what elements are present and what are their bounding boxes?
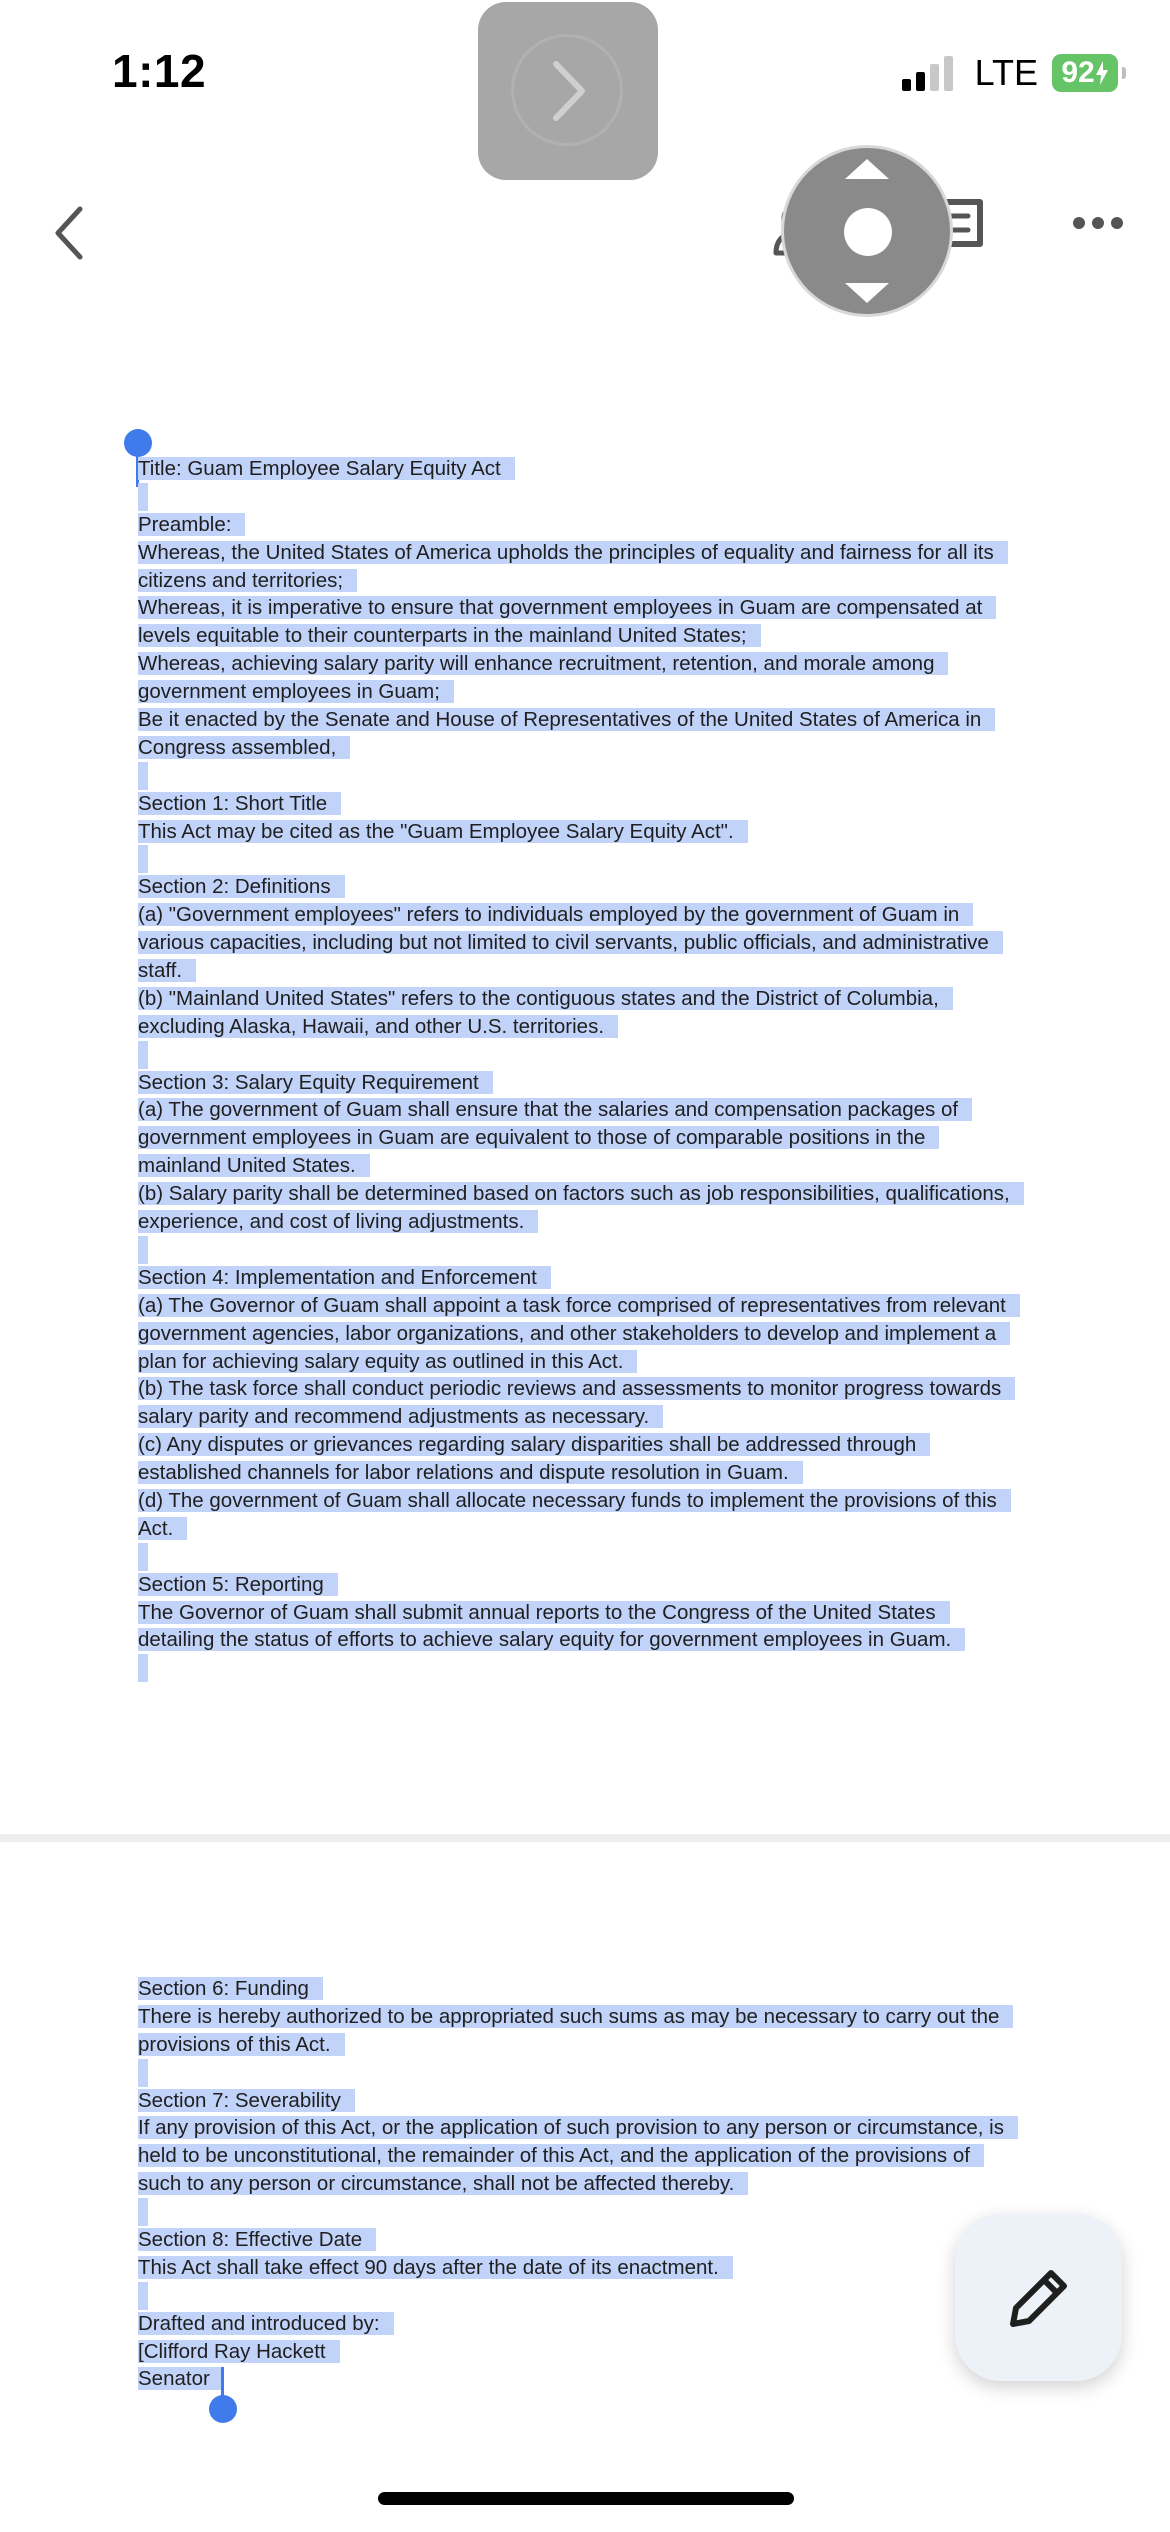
selected-text: provisions of this Act. [138, 2033, 345, 2056]
selected-text: plan for achieving salary equity as outlined in this Act. [138, 1350, 637, 1373]
document-line[interactable] [138, 2338, 1038, 2366]
document-line[interactable] [138, 455, 1038, 483]
more-options-button[interactable] [1072, 215, 1124, 236]
selected-text: Whereas, the United States of America upholds the principles of equality and fairness for all its [138, 541, 1008, 564]
selected-text: Senator [138, 2367, 224, 2390]
document-line[interactable] [138, 622, 1038, 650]
selected-text: (b) The task force shall conduct periodic reviews and assessments to monitor progress towards [138, 1377, 1015, 1400]
document-line[interactable] [138, 1236, 1038, 1264]
document-line[interactable] [138, 957, 1038, 985]
document-line[interactable] [138, 539, 1038, 567]
document-line[interactable] [138, 1543, 1038, 1571]
selected-text: excluding Alaska, Hawaii, and other U.S. territories. [138, 1015, 618, 1038]
selected-text: Preamble: [138, 513, 245, 536]
document-line[interactable] [138, 2226, 1038, 2254]
document-line[interactable] [138, 790, 1038, 818]
document-line[interactable] [138, 1152, 1038, 1180]
home-indicator [378, 2492, 794, 2505]
document-line[interactable] [138, 1975, 1038, 2003]
selected-text [138, 2282, 148, 2310]
document-line[interactable] [138, 1292, 1038, 1320]
status-indicators [902, 52, 1118, 94]
battery-level: 92 [1061, 56, 1095, 89]
document-line[interactable] [138, 2003, 1038, 2031]
document-line[interactable] [138, 1599, 1038, 1627]
document-line[interactable] [138, 1431, 1038, 1459]
selected-text: government agencies, labor organizations, and other stakeholders to develop and implement a [138, 1322, 1010, 1345]
selected-text: (b) "Mainland United States" refers to the contiguous states and the District of Columbia, [138, 987, 953, 1010]
document-line[interactable] [138, 901, 1038, 929]
document-line[interactable] [138, 2114, 1038, 2142]
document-line[interactable] [138, 1375, 1038, 1403]
selected-text [138, 762, 148, 790]
chevron-right-icon [538, 58, 598, 124]
selected-text: established channels for labor relations and dispute resolution in Guam. [138, 1461, 803, 1484]
selected-text [138, 2059, 148, 2087]
document-line[interactable] [138, 734, 1038, 762]
selected-text: levels equitable to their counterparts in the mainland United States; [138, 624, 761, 647]
selected-text: Section 5: Reporting [138, 1573, 338, 1596]
status-time: 1:12 [112, 45, 207, 97]
document-line[interactable] [138, 1180, 1038, 1208]
selected-text: such to any person or circumstance, shall not be affected thereby. [138, 2172, 748, 2195]
selected-text [138, 1041, 148, 1069]
document-page-2[interactable] [138, 1975, 1038, 2393]
document-line[interactable] [138, 1626, 1038, 1654]
selected-text: This Act shall take effect 90 days after the date of its enactment. [138, 2256, 733, 2279]
selected-text: Whereas, achieving salary parity will enhance recruitment, retention, and morale among [138, 652, 948, 675]
document-line[interactable] [138, 706, 1038, 734]
selected-text: salary parity and recommend adjustments as necessary. [138, 1405, 663, 1428]
selected-text: citizens and territories; [138, 569, 357, 592]
selected-text: (b) Salary parity shall be determined based on factors such as job responsibilities, qualifications, [138, 1182, 1024, 1205]
document-line[interactable] [138, 567, 1038, 595]
charging-bolt-icon [1095, 61, 1109, 85]
pencil-icon [1003, 2262, 1075, 2334]
selected-text: Act. [138, 1517, 187, 1540]
selected-text: (c) Any disputes or grievances regarding salary disparities shall be addressed through [138, 1433, 930, 1456]
document-line[interactable] [138, 1487, 1038, 1515]
document-line[interactable] [138, 2059, 1038, 2087]
document-line[interactable] [138, 985, 1038, 1013]
selected-text: Section 2: Definitions [138, 875, 345, 898]
selected-text: Section 3: Salary Equity Requirement [138, 1071, 493, 1094]
document-line[interactable] [138, 845, 1038, 873]
document-line[interactable] [138, 873, 1038, 901]
document-line[interactable] [138, 1654, 1038, 1682]
document-line[interactable] [138, 2254, 1038, 2282]
document-line[interactable] [138, 1013, 1038, 1041]
selected-text: government employees in Guam; [138, 680, 454, 703]
document-line[interactable] [138, 2198, 1038, 2226]
selected-text: There is hereby authorized to be appropriated such sums as may be necessary to carry out the [138, 2005, 1013, 2028]
selected-text: Section 1: Short Title [138, 792, 341, 815]
back-button[interactable] [50, 205, 90, 266]
document-line[interactable] [138, 2282, 1038, 2310]
document-line[interactable] [138, 2170, 1038, 2198]
joystick-center [844, 208, 892, 256]
document-line[interactable] [138, 650, 1038, 678]
battery-icon [1052, 54, 1118, 92]
selected-text: Congress assembled, [138, 736, 350, 759]
selected-text [138, 1654, 148, 1682]
selected-text: government employees in Guam are equivalent to those of comparable positions in the [138, 1126, 939, 1149]
document-line[interactable] [138, 1348, 1038, 1376]
selected-text: If any provision of this Act, or the application of such provision to any person or circumstance, is [138, 2116, 1018, 2139]
document-line[interactable] [138, 1208, 1038, 1236]
selected-text [138, 483, 148, 511]
document-line[interactable] [138, 594, 1038, 622]
selected-text: The Governor of Guam shall submit annual reports to the Congress of the United States [138, 1601, 950, 1624]
document-line[interactable] [138, 2310, 1038, 2338]
document-line[interactable] [138, 511, 1038, 539]
selected-text: (a) The government of Guam shall ensure that the salaries and compensation packages of [138, 1098, 972, 1121]
selected-text: detailing the status of efforts to achieve salary equity for government employees in Guam. [138, 1628, 965, 1651]
selected-text [138, 1236, 148, 1264]
document-line[interactable] [138, 1041, 1038, 1069]
page-separator [0, 1834, 1170, 1842]
document-line[interactable] [138, 1124, 1038, 1152]
overlay-next-button[interactable] [478, 2, 658, 180]
selected-text: This Act may be cited as the "Guam Employee Salary Equity Act". [138, 820, 748, 843]
document-line[interactable] [138, 1403, 1038, 1431]
selected-text: various capacities, including but not limited to civil servants, public officials, and administrative [138, 931, 1003, 954]
selected-text: Drafted and introduced by: [138, 2312, 394, 2335]
selected-text: Whereas, it is imperative to ensure that government employees in Guam are compensated at [138, 596, 996, 619]
selection-end-handle[interactable] [209, 2395, 237, 2423]
document-line[interactable] [138, 1264, 1038, 1292]
selected-text: Section 8: Effective Date [138, 2228, 376, 2251]
document-line[interactable] [138, 1069, 1038, 1097]
selected-text: Be it enacted by the Senate and House of Representatives of the United States of America in [138, 708, 995, 731]
document-line[interactable] [138, 818, 1038, 846]
selected-text [138, 2198, 148, 2226]
selected-text: staff. [138, 959, 196, 982]
document-line[interactable] [138, 1515, 1038, 1543]
selected-text: (a) "Government employees" refers to individuals employed by the government of Guam in [138, 903, 973, 926]
network-type: LTE [974, 52, 1038, 93]
document-line[interactable] [138, 1571, 1038, 1599]
selected-text: (d) The government of Guam shall allocate necessary funds to implement the provisions of this [138, 1489, 1011, 1512]
document-line[interactable] [138, 1320, 1038, 1348]
selected-text: experience, and cost of living adjustments. [138, 1210, 538, 1233]
document-line[interactable] [138, 762, 1038, 790]
cellular-signal-icon [902, 55, 953, 91]
more-horizontal-icon [1072, 215, 1124, 231]
overlay-joystick[interactable] [781, 145, 953, 317]
selected-text: held to be unconstitutional, the remainder of this Act, and the application of the provisions of [138, 2144, 984, 2167]
document-line[interactable] [138, 1096, 1038, 1124]
selected-text: [Clifford Ray Hackett [138, 2340, 340, 2363]
document-line[interactable] [138, 483, 1038, 511]
selected-text: (a) The Governor of Guam shall appoint a task force comprised of representatives from relevant [138, 1294, 1020, 1317]
selected-text: Title: Guam Employee Salary Equity Act [138, 457, 515, 480]
selected-text [138, 845, 148, 873]
document-page-1[interactable] [138, 455, 1038, 1682]
document-line[interactable] [138, 678, 1038, 706]
selected-text: Section 7: Severability [138, 2089, 355, 2112]
document-line[interactable] [138, 1459, 1038, 1487]
document-line[interactable] [138, 929, 1038, 957]
document-line[interactable] [138, 2087, 1038, 2115]
edit-button[interactable] [955, 2214, 1122, 2381]
selected-text: Section 4: Implementation and Enforcement [138, 1266, 551, 1289]
document-line[interactable] [138, 2365, 1038, 2393]
selected-text [138, 1543, 148, 1571]
document-line[interactable] [138, 2031, 1038, 2059]
selected-text: Section 6: Funding [138, 1977, 323, 2000]
document-line[interactable] [138, 2142, 1038, 2170]
chevron-left-icon [50, 205, 90, 261]
selected-text: mainland United States. [138, 1154, 370, 1177]
